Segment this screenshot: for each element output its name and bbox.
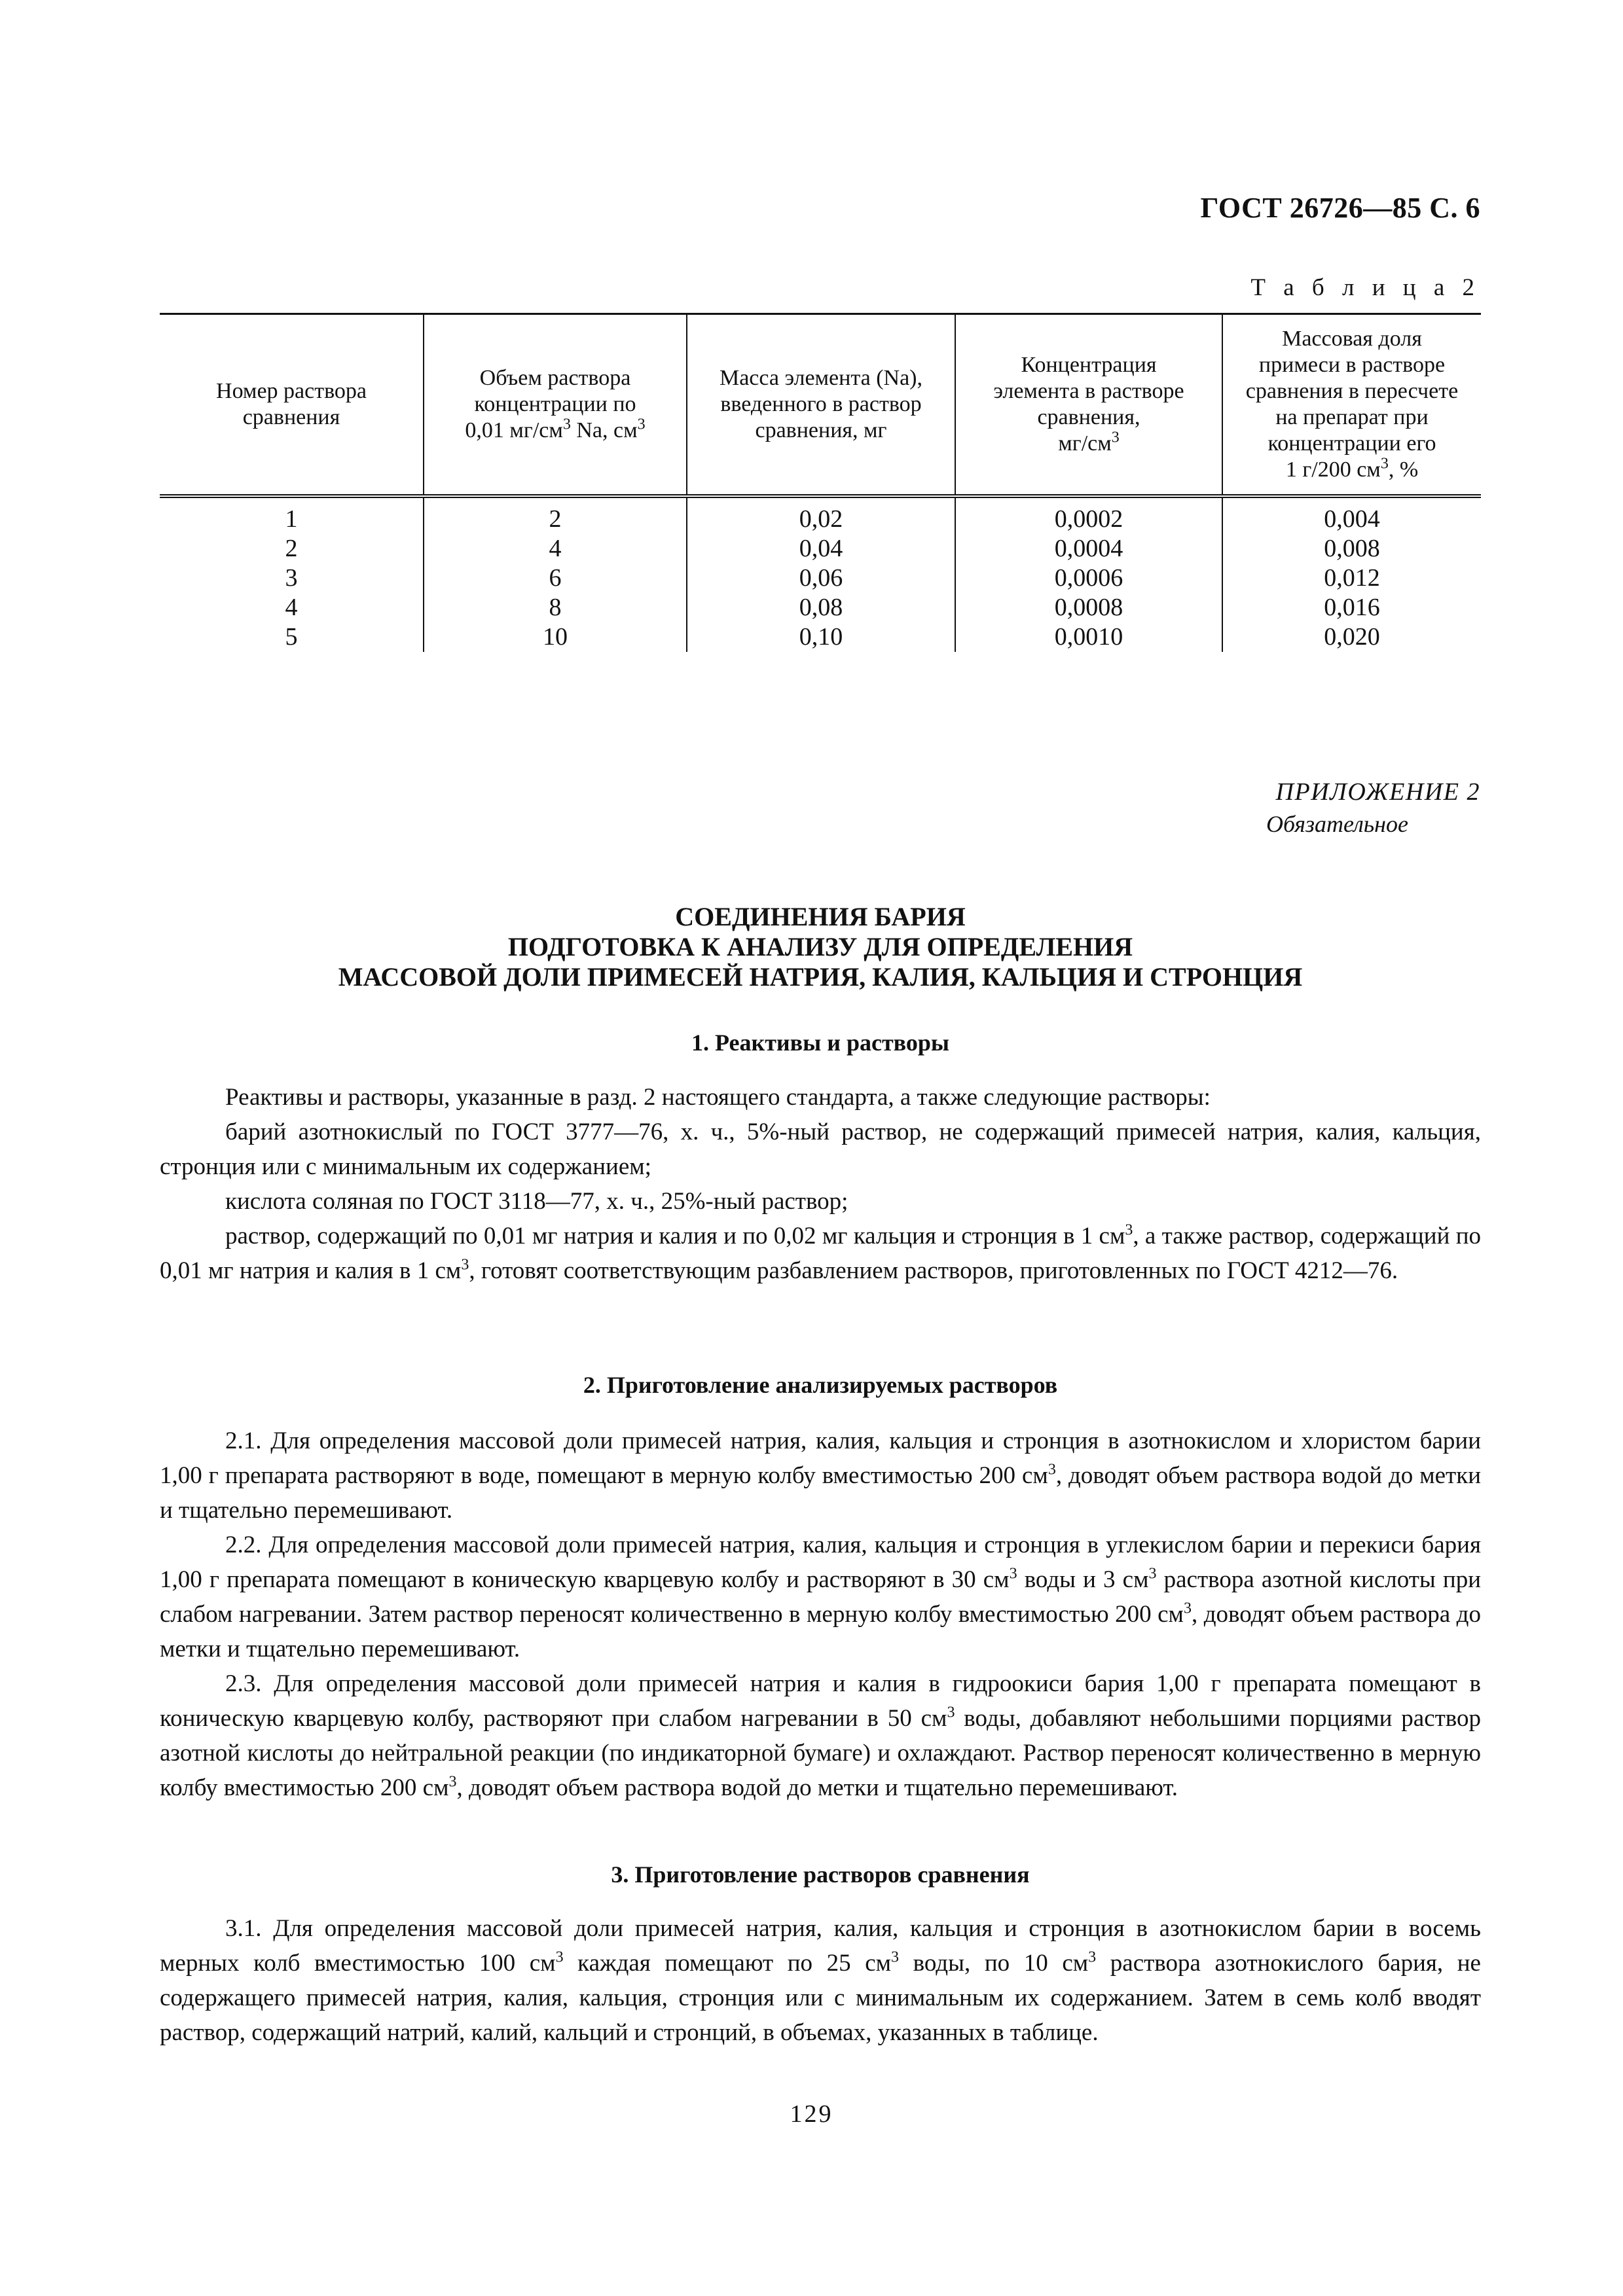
table-cell: 0,008 — [1324, 535, 1380, 562]
column-header — [687, 314, 955, 497]
table-cell: 0,04 — [799, 535, 843, 562]
table-cell: 0,012 — [1324, 564, 1380, 592]
table-cell: 2 — [549, 505, 562, 533]
table-cell: 0,10 — [799, 623, 843, 651]
column-header-line: Номер раствора — [216, 379, 367, 403]
table-cell: 4 — [285, 594, 298, 621]
title-line: ПОДГОТОВКА К АНАЛИЗУ ДЛЯ ОПРЕДЕЛЕНИЯ — [507, 932, 1133, 961]
table-body — [160, 496, 1481, 652]
paragraph: Реактивы и растворы, указанные в разд. 2 настоящего стандарта, а также следующие растворы: — [225, 1084, 1211, 1111]
column-header-line: сравнения в пересчете — [1245, 379, 1459, 403]
column-header-line: на препарат при — [1275, 405, 1429, 429]
appendix-label: ПРИЛОЖЕНИЕ 2 — [1275, 778, 1480, 806]
paragraph: 2.3. Для определения массовой доли примесей натрия и калия в гидроокиси бария 1,00 г препарата помещают в коническую кварцевую колбу, растворяют при слабом нагревании в 50 $см^3$ воды, добавляют небольшими порциями раствор азотной кислоты до нейтральной реакции (по индикаторной бумаге) и охлаждают. Раствор переносят количественно в мерную колбу вместимостью 200 $см^3$, доводят объем раствора водой до метки и тщательно перемешивают. — [160, 1670, 1482, 1801]
paragraph: барий азотнокислый по ГОСТ 3777—76, х. ч., 5%-ный раствор, не содержащий примесей натрия, калия, кальция, стронция или с минимальным их содержанием; — [160, 1119, 1481, 1180]
table-cell: 1 — [285, 505, 298, 533]
table-cell: 0,004 — [1324, 505, 1380, 533]
table-cell: 3 — [285, 564, 298, 592]
table-cell: 5 — [285, 623, 298, 651]
section-heading: 2. Приготовление анализируемых растворов — [583, 1372, 1058, 1398]
table-cell: 10 — [543, 623, 568, 651]
column-header-line: элемента в растворе — [993, 379, 1184, 403]
section-body — [160, 1080, 1481, 1288]
table-header-row — [160, 314, 1481, 497]
table-cell: 0,0002 — [1054, 505, 1123, 533]
paragraph: 3.1. Для определения массовой доли примесей натрия, калия, кальция и стронция в азотнокислом барии в восемь мерных колб вместимостью 100 $см^3$ каждая помещают по 25 $см^3$ воды, по 10 $см^3$ раствора азотнокислого бария, не содержащего примесей натрия, калия, кальция, стронция или с минимальным их содержанием. Затем в семь колб вводят раствор, содержащий натрий, калий, кальций и стронций, в объемах, указанных в таблице. — [160, 1915, 1481, 2046]
table-column — [160, 496, 424, 652]
appendix-block — [1266, 778, 1480, 838]
section-heading: 1. Реактивы и растворы — [691, 1030, 949, 1056]
section-body — [160, 1424, 1481, 1805]
title-line: МАССОВОЙ ДОЛИ ПРИМЕСЕЙ НАТРИЯ, КАЛИЯ, КАЛЬЦИЯ И СТРОНЦИЯ — [338, 962, 1303, 992]
column-header — [955, 314, 1222, 497]
table-cell: 0,020 — [1324, 623, 1380, 651]
column-header-line: Концентрация — [1021, 353, 1157, 377]
table-cell: 0,0010 — [1054, 623, 1123, 651]
document-title — [160, 902, 1481, 992]
column-header-line: Массовая доля — [1282, 327, 1422, 351]
table-cell: 0,0006 — [1054, 564, 1123, 592]
table-cell: 0,06 — [799, 564, 843, 592]
table-column — [687, 496, 955, 652]
table-column — [1222, 496, 1481, 652]
column-header — [424, 314, 687, 497]
document-header: ГОСТ 26726—85 С. 6 — [1200, 192, 1480, 224]
table-cell: 0,0008 — [1054, 594, 1123, 621]
table-cell: 0,016 — [1324, 594, 1380, 621]
paragraph: 2.1. Для определения массовой доли примесей натрия, калия, кальция и стронция в азотнокислом и хлористом барии 1,00 г препарата растворяют в воде, помещают в мерную колбу вместимостью 200 $см^3$, доводят объем раствора водой до метки и тщательно перемешивают. — [160, 1427, 1481, 1524]
column-header-line: концентрации по — [474, 392, 636, 416]
paragraph: раствор, содержащий по 0,01 мг натрия и калия и по 0,02 мг кальция и стронция в 1 $см^3$, а также раствор, содержащий по 0,01 мг натрия и калия в 1 $см^3$, готовят соответствующим разбавлением растворов, приготовленных по ГОСТ 4212—76. — [160, 1221, 1481, 1284]
column-header-line: сравнения, мг — [755, 418, 887, 442]
table-label: Т а б л и ц а 2 — [1250, 274, 1480, 301]
table-cell: 0,08 — [799, 594, 843, 621]
appendix-status: Обязательное — [1266, 811, 1408, 837]
column-header-line: концентрации его — [1267, 431, 1436, 456]
column-header-line: 1 г/200 $см^3$, % — [1285, 455, 1419, 482]
paragraph: 2.2. Для определения массовой доли примесей натрия, калия, кальция и стронция в углекислом барии и перекиси бария 1,00 г препарата помещают в коническую кварцевую колбу и растворяют в 30 $см^3$ воды и 3 $см^3$ раствора азотной кислоты при слабом нагревании. Затем раствор переносят количественно в мерную колбу вместимостью 200 $см^3$, доводят объем раствора до метки и тщательно перемешивают. — [160, 1532, 1481, 1662]
column-header-line: сравнения, — [1037, 405, 1140, 429]
column-header-line: примеси в растворе — [1258, 353, 1446, 377]
page-number: 129 — [790, 2100, 833, 2128]
column-header-line: $мг/см^3$ — [1058, 429, 1120, 456]
title-line: СОЕДИНЕНИЯ БАРИЯ — [675, 902, 966, 931]
reference-solutions-table — [160, 313, 1481, 652]
table-column — [424, 496, 687, 652]
paragraph: кислота соляная по ГОСТ 3118—77, х. ч., 25%-ный раствор; — [225, 1188, 848, 1215]
table-cell: 0,02 — [799, 505, 843, 533]
table-cell: 8 — [549, 594, 562, 621]
table-cell: 6 — [549, 564, 562, 592]
column-header-line: Масса элемента (Na), — [719, 366, 922, 390]
table-cell: 0,0004 — [1054, 535, 1123, 562]
column-header — [1222, 314, 1481, 497]
table-cell: 4 — [549, 535, 562, 562]
table-cell: 2 — [285, 535, 298, 562]
column-header-line: 0,01 $мг/см^3$ Na, $см^3$ — [465, 416, 646, 442]
column-header-line: сравнения — [242, 405, 340, 429]
column-header-line: Объем раствора — [479, 366, 631, 390]
table-column — [955, 496, 1222, 652]
section-heading: 3. Приготовление растворов сравнения — [611, 1861, 1030, 1888]
column-header — [160, 314, 424, 497]
column-header-line: введенного в раствор — [720, 392, 922, 416]
section-body — [160, 1911, 1481, 2050]
